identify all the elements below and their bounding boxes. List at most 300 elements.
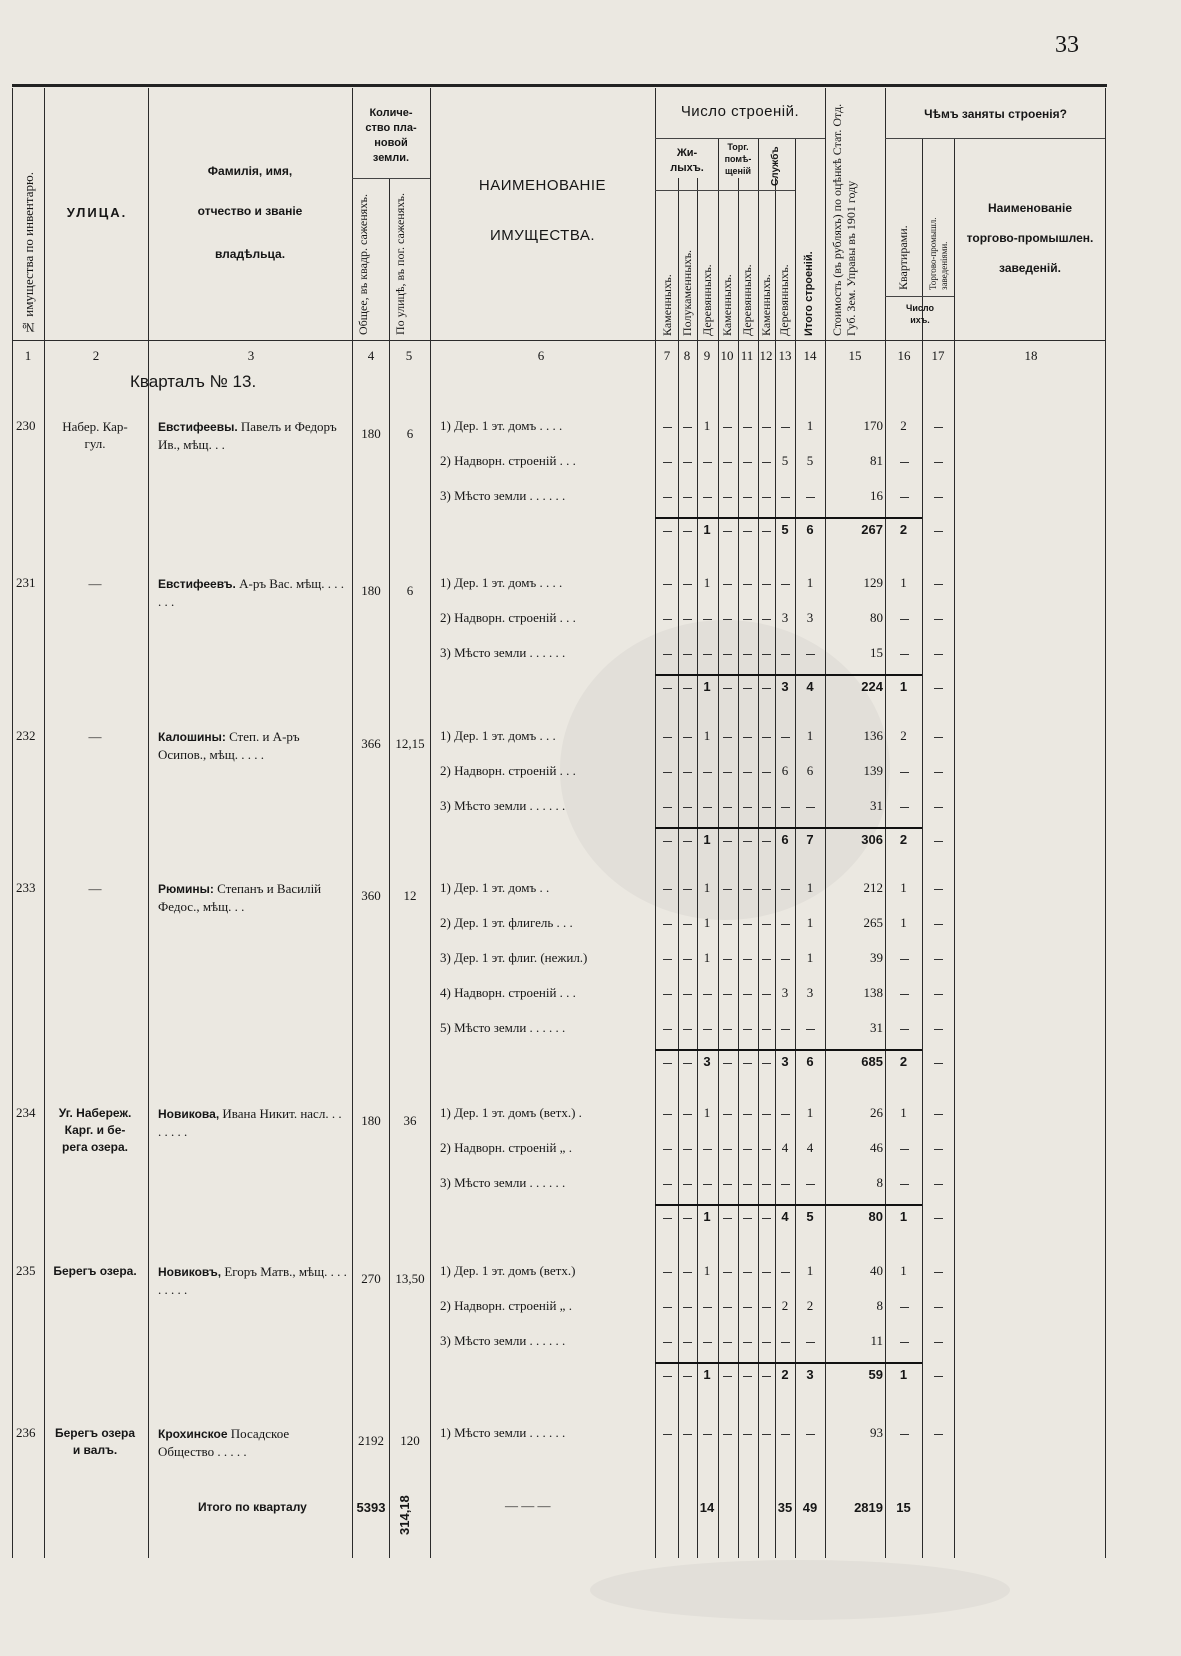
entry-front: 120 <box>400 1433 420 1448</box>
header-value: Стоимость (въ рубляхъ) по оцѣнкѣ Стат. Отд. Губ. Зем. Управы въ 1901 году <box>830 103 858 336</box>
item-c9: 1 <box>703 880 711 895</box>
col-number: 9 <box>703 348 711 363</box>
item-name: 3) Дер. 1 эт. флиг. (нежил.) <box>440 950 588 965</box>
item-c9: 1 <box>703 418 711 433</box>
empty-dash <box>703 1029 712 1030</box>
entry-number: 235 <box>16 1263 36 1278</box>
empty-dash <box>743 889 752 890</box>
item-value: 31 <box>870 798 883 813</box>
empty-dash <box>743 772 752 773</box>
entry-number: 236 <box>16 1425 36 1440</box>
street-line: — <box>88 881 102 896</box>
header-c14: Итого строеній. <box>803 251 815 336</box>
empty-dash <box>806 1029 815 1030</box>
empty-dash <box>934 1342 943 1343</box>
item-c9: 1 <box>703 1263 711 1278</box>
entry-street <box>45 1425 145 1459</box>
header-c16: Квартирами. <box>896 225 910 290</box>
header-rule <box>352 178 430 179</box>
item-value: 39 <box>870 950 883 965</box>
empty-dash <box>703 994 712 995</box>
total-c16: 1 <box>899 679 908 694</box>
empty-dash <box>683 1434 692 1435</box>
column-line <box>352 88 353 1558</box>
item-name: 1) Дер. 1 эт. домъ . . <box>440 880 550 895</box>
empty-dash <box>781 1342 790 1343</box>
header-trade: Торг. помѣ- щеній <box>724 142 752 176</box>
empty-dash <box>683 619 692 620</box>
empty-dash <box>762 531 771 532</box>
empty-dash <box>762 654 771 655</box>
empty-dash <box>934 531 943 532</box>
empty-dash <box>663 737 672 738</box>
empty-dash <box>683 1114 692 1115</box>
empty-dash <box>743 619 752 620</box>
empty-dash <box>934 1307 943 1308</box>
empty-dash <box>762 841 771 842</box>
empty-dash <box>781 889 790 890</box>
empty-dash <box>934 807 943 808</box>
header-count: Число ихъ. <box>906 303 934 325</box>
total-c9: 1 <box>703 679 711 694</box>
total-c13: 4 <box>781 1209 789 1224</box>
item-name: 2) Надворн. строеній „ . <box>440 1298 572 1313</box>
item-name: 3) Мѣсто земли . . . . . . <box>440 645 566 660</box>
entry-street <box>45 880 145 897</box>
empty-dash <box>762 772 771 773</box>
empty-dash <box>683 807 692 808</box>
empty-dash <box>743 994 752 995</box>
empty-dash <box>934 737 943 738</box>
item-value: 138 <box>863 985 883 1000</box>
header-rule <box>655 138 825 139</box>
header-service: Службъ <box>770 146 781 186</box>
item-c9: 1 <box>703 915 711 930</box>
entry-front: 6 <box>406 426 414 441</box>
empty-dash <box>703 1149 712 1150</box>
empty-dash <box>743 737 752 738</box>
empty-dash <box>781 1114 790 1115</box>
item-c13: 3 <box>781 610 789 625</box>
empty-dash <box>806 1434 815 1435</box>
empty-dash <box>663 427 672 428</box>
owner-details: Егоръ Матв., мѣщ. . . . . . . . . <box>158 1264 347 1297</box>
header-owner-1: Фамилія, имя, <box>207 164 293 178</box>
item-value: 93 <box>870 1425 883 1440</box>
item-c9: 1 <box>703 950 711 965</box>
item-name: 1) Дер. 1 эт. домъ . . . . <box>440 575 563 590</box>
item-c13: 4 <box>781 1140 789 1155</box>
item-name: 3) Мѣсто земли . . . . . . <box>440 488 566 503</box>
total-c16: 1 <box>899 1367 908 1382</box>
item-c14: 3 <box>806 985 814 1000</box>
empty-dash <box>723 1029 732 1030</box>
empty-dash <box>762 1149 771 1150</box>
item-c16: 1 <box>900 880 907 895</box>
empty-dash <box>900 1307 909 1308</box>
empty-dash <box>703 462 712 463</box>
empty-dash <box>683 584 692 585</box>
item-c13: 3 <box>781 985 789 1000</box>
item-c14: 2 <box>806 1298 814 1313</box>
total-c9: 1 <box>703 522 711 537</box>
empty-dash <box>900 807 909 808</box>
item-c13: 2 <box>781 1298 789 1313</box>
col-number: 12 <box>759 348 773 363</box>
quarter-total-value: 2819 <box>854 1500 883 1515</box>
item-c16: 2 <box>900 728 907 743</box>
empty-dash <box>723 1342 732 1343</box>
total-c9: 1 <box>703 832 711 847</box>
quarter-total-c9: 14 <box>699 1500 715 1515</box>
empty-dash <box>781 1434 790 1435</box>
empty-dash <box>900 994 909 995</box>
header-street-front: По улицѣ, въ пог. саженяхъ. <box>393 193 407 335</box>
total-c14: 3 <box>806 1367 814 1382</box>
entry-front: 12 <box>403 888 417 903</box>
page-stain <box>590 1560 1010 1620</box>
empty-dash <box>663 959 672 960</box>
header-c8: Полукаменныхъ. <box>680 249 694 336</box>
quarter-total-c16: 15 <box>896 1500 911 1515</box>
empty-dash <box>762 959 771 960</box>
empty-dash <box>934 1149 943 1150</box>
item-c16: 1 <box>900 915 907 930</box>
item-c16: 2 <box>900 418 907 433</box>
empty-dash <box>743 654 752 655</box>
empty-dash <box>723 924 732 925</box>
empty-dash <box>723 1376 732 1377</box>
quarter-total-c13: 35 <box>777 1500 793 1515</box>
owner-details: Ивана Никит. насл. . . . . . . . <box>158 1106 342 1139</box>
empty-dash <box>900 1149 909 1150</box>
entry-front: 36 <box>403 1113 417 1128</box>
total-c16: 2 <box>899 832 908 847</box>
empty-dash <box>743 1063 752 1064</box>
empty-dash <box>663 1434 672 1435</box>
header-land-group: Количе- ство пла- новой земли. <box>365 107 417 164</box>
empty-dash <box>723 688 732 689</box>
empty-dash <box>683 462 692 463</box>
empty-dash <box>723 1307 732 1308</box>
total-c9: 1 <box>703 1367 711 1382</box>
item-name: 2) Надворн. строеній „ . <box>440 1140 572 1155</box>
empty-dash <box>781 584 790 585</box>
empty-dash <box>900 1184 909 1185</box>
total-c13: 6 <box>781 832 789 847</box>
item-name: 2) Надворн. строеній . . . <box>440 453 576 468</box>
empty-dash <box>723 497 732 498</box>
empty-dash <box>781 1184 790 1185</box>
empty-dash <box>663 1063 672 1064</box>
empty-dash <box>743 841 752 842</box>
item-value: 26 <box>870 1105 883 1120</box>
col-number: 10 <box>720 348 734 363</box>
empty-dash <box>743 462 752 463</box>
empty-dash <box>723 889 732 890</box>
street-line: и валъ. <box>72 1443 118 1457</box>
empty-dash <box>762 1376 771 1377</box>
empty-dash <box>703 654 712 655</box>
item-name: 1) Дер. 1 эт. домъ (ветх.) <box>440 1263 576 1278</box>
item-c9: 1 <box>703 728 711 743</box>
empty-dash <box>762 1307 771 1308</box>
header-c9: Деревянныхъ. <box>700 264 714 336</box>
empty-dash <box>723 959 732 960</box>
item-value: 16 <box>870 488 883 503</box>
entry-number: 230 <box>16 418 36 433</box>
empty-dash <box>663 1029 672 1030</box>
empty-dash <box>934 1218 943 1219</box>
total-value: 267 <box>861 522 883 537</box>
empty-dash <box>663 1149 672 1150</box>
empty-dash <box>743 688 752 689</box>
empty-dash <box>723 1149 732 1150</box>
header-bottom-rule <box>12 340 1105 341</box>
empty-dash <box>900 772 909 773</box>
empty-dash <box>934 654 943 655</box>
empty-dash <box>900 1029 909 1030</box>
empty-dash <box>900 1342 909 1343</box>
total-value: 306 <box>861 832 883 847</box>
item-c9: 1 <box>703 575 711 590</box>
empty-dash <box>762 584 771 585</box>
empty-dash <box>683 531 692 532</box>
item-value: 265 <box>863 915 883 930</box>
street-line: гул. <box>84 436 106 451</box>
item-c14: 1 <box>806 418 814 433</box>
total-c16: 2 <box>899 1054 908 1069</box>
owner-details: Степанъ и Василій Федос., мѣщ. . . <box>158 881 322 914</box>
empty-dash <box>762 1218 771 1219</box>
item-value: 80 <box>870 610 883 625</box>
empty-dash <box>934 1434 943 1435</box>
item-name: 1) Мѣсто земли . . . . . . <box>440 1425 566 1440</box>
item-value: 8 <box>876 1175 883 1190</box>
empty-dash <box>723 654 732 655</box>
column-line <box>922 138 923 1558</box>
empty-dash <box>663 772 672 773</box>
entry-number: 233 <box>16 880 36 895</box>
total-value: 224 <box>861 679 883 694</box>
entry-street <box>45 1105 145 1156</box>
empty-dash <box>743 427 752 428</box>
quarter-total-dashes: — — — <box>505 1498 551 1513</box>
empty-dash <box>723 1114 732 1115</box>
entry-owner <box>158 1263 348 1299</box>
empty-dash <box>900 654 909 655</box>
empty-dash <box>934 924 943 925</box>
item-value: 40 <box>870 1263 883 1278</box>
empty-dash <box>762 462 771 463</box>
total-rule <box>655 1204 922 1206</box>
header-owner-2: отчество и званіе <box>197 204 303 218</box>
empty-dash <box>762 737 771 738</box>
empty-dash <box>683 1184 692 1185</box>
item-c9: 1 <box>703 1105 711 1120</box>
empty-dash <box>762 427 771 428</box>
item-value: 31 <box>870 1020 883 1035</box>
owner-surname: Новиковъ, <box>158 1265 222 1279</box>
owner-surname: Евстифеевъ. <box>158 577 236 591</box>
empty-dash <box>703 497 712 498</box>
entry-street <box>45 575 145 592</box>
empty-dash <box>781 959 790 960</box>
empty-dash <box>806 1184 815 1185</box>
empty-dash <box>723 1272 732 1273</box>
empty-dash <box>683 994 692 995</box>
empty-dash <box>781 1029 790 1030</box>
col-number: 6 <box>537 348 545 363</box>
empty-dash <box>723 619 732 620</box>
empty-dash <box>663 807 672 808</box>
empty-dash <box>934 959 943 960</box>
empty-dash <box>781 497 790 498</box>
empty-dash <box>683 1307 692 1308</box>
empty-dash <box>723 737 732 738</box>
quarter-total-label: Итого по кварталу <box>198 1500 307 1514</box>
item-name: 1) Дер. 1 эт. домъ . . . <box>440 728 556 743</box>
total-c16: 1 <box>899 1209 908 1224</box>
empty-dash <box>663 1184 672 1185</box>
column-line <box>775 178 776 1558</box>
entry-area: 180 <box>361 583 381 598</box>
item-c16: 1 <box>900 575 907 590</box>
empty-dash <box>683 654 692 655</box>
empty-dash <box>762 688 771 689</box>
empty-dash <box>703 1184 712 1185</box>
header-c17: Торгово-промышл. заведеніями. <box>928 217 949 290</box>
empty-dash <box>900 1434 909 1435</box>
item-c14: 1 <box>806 728 814 743</box>
empty-dash <box>683 1218 692 1219</box>
empty-dash <box>683 924 692 925</box>
entry-owner <box>158 880 348 916</box>
entry-area: 2192 <box>358 1433 384 1448</box>
entry-owner <box>158 575 348 611</box>
entry-area: 180 <box>361 426 381 441</box>
empty-dash <box>762 889 771 890</box>
item-name: 2) Дер. 1 эт. флигель . . . <box>440 915 573 930</box>
entry-front: 12,15 <box>395 736 425 751</box>
entry-street <box>45 418 145 452</box>
empty-dash <box>934 619 943 620</box>
item-name: 3) Мѣсто земли . . . . . . <box>440 798 566 813</box>
empty-dash <box>663 654 672 655</box>
header-area-total: Общее, въ квадр. саженяхъ. <box>356 194 370 335</box>
empty-dash <box>934 772 943 773</box>
empty-dash <box>703 1307 712 1308</box>
empty-dash <box>762 1434 771 1435</box>
column-line <box>12 88 13 1558</box>
empty-dash <box>683 688 692 689</box>
empty-dash <box>663 497 672 498</box>
header-street: УЛИЦА. <box>66 205 128 220</box>
empty-dash <box>683 497 692 498</box>
entry-area: 360 <box>361 888 381 903</box>
empty-dash <box>762 619 771 620</box>
empty-dash <box>781 427 790 428</box>
empty-dash <box>703 619 712 620</box>
column-line <box>795 138 796 1558</box>
empty-dash <box>723 584 732 585</box>
empty-dash <box>934 584 943 585</box>
entry-area: 180 <box>361 1113 381 1128</box>
item-name: 4) Надворн. строеній . . . <box>440 985 576 1000</box>
empty-dash <box>723 1434 732 1435</box>
empty-dash <box>900 462 909 463</box>
entry-number: 232 <box>16 728 36 743</box>
total-c13: 3 <box>781 679 789 694</box>
empty-dash <box>762 497 771 498</box>
street-line: Берегъ озера. <box>53 1264 137 1278</box>
item-c14: 1 <box>806 950 814 965</box>
empty-dash <box>806 807 815 808</box>
col-number: 17 <box>931 348 945 363</box>
empty-dash <box>743 1434 752 1435</box>
empty-dash <box>934 1272 943 1273</box>
item-value: 139 <box>863 763 883 778</box>
total-c13: 5 <box>781 522 789 537</box>
empty-dash <box>663 1272 672 1273</box>
item-c14: 1 <box>806 575 814 590</box>
owner-surname: Калошины: <box>158 730 226 744</box>
empty-dash <box>703 807 712 808</box>
street-line: Карг. и бе- <box>64 1123 126 1137</box>
quarter-title: Кварталъ № 13. <box>130 372 257 391</box>
column-line <box>697 178 698 1558</box>
column-line <box>389 178 390 1558</box>
total-c9: 1 <box>703 1209 711 1224</box>
item-c14: 1 <box>806 1105 814 1120</box>
empty-dash <box>723 994 732 995</box>
page-number: 33 <box>1055 32 1079 58</box>
header-owner-3: владѣльца. <box>214 247 286 261</box>
empty-dash <box>900 619 909 620</box>
empty-dash <box>743 1184 752 1185</box>
empty-dash <box>743 1376 752 1377</box>
empty-dash <box>743 584 752 585</box>
item-c14: 5 <box>806 453 814 468</box>
empty-dash <box>743 1149 752 1150</box>
header-property-1: НАИМЕНОВАНІЕ <box>478 177 607 194</box>
item-c14: 1 <box>806 915 814 930</box>
item-c14: 1 <box>806 880 814 895</box>
total-value: 685 <box>861 1054 883 1069</box>
item-name: 3) Мѣсто земли . . . . . . <box>440 1333 566 1348</box>
entry-owner <box>158 1105 348 1141</box>
total-rule <box>655 1362 922 1364</box>
total-c13: 3 <box>781 1054 789 1069</box>
empty-dash <box>762 924 771 925</box>
empty-dash <box>683 772 692 773</box>
empty-dash <box>743 924 752 925</box>
entry-number: 231 <box>16 575 36 590</box>
empty-dash <box>743 497 752 498</box>
empty-dash <box>934 1114 943 1115</box>
entry-area: 270 <box>361 1271 381 1286</box>
empty-dash <box>683 1149 692 1150</box>
empty-dash <box>683 1029 692 1030</box>
empty-dash <box>762 994 771 995</box>
item-name: 1) Дер. 1 эт. домъ (ветх.) . <box>440 1105 582 1120</box>
entry-front: 6 <box>406 583 414 598</box>
empty-dash <box>900 497 909 498</box>
header-c11: Деревянныхъ. <box>740 264 754 336</box>
empty-dash <box>934 994 943 995</box>
col-number: 11 <box>740 348 754 363</box>
owner-details: Павелъ и Федоръ Ив., мѣщ. . . <box>158 419 337 452</box>
